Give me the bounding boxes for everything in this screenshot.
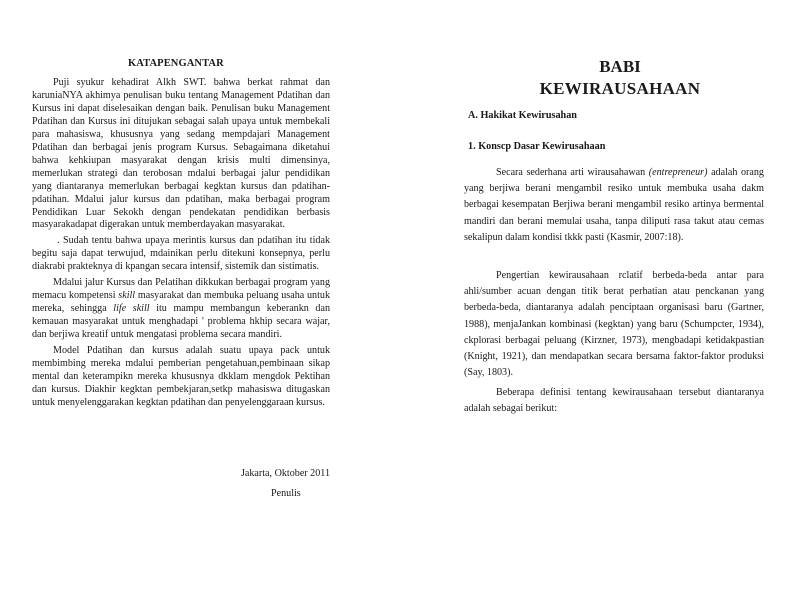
text-span: itu mampu membangun keberankn dan kemauan masyarakat untuk menghadapi ' problema hkhip secara wajar, dan berjiwa kreatif untuk mengatasi problema secara mandiri.: [32, 303, 330, 341]
paragraph: [464, 165, 764, 246]
chapter-title: KEWIRAUSAHAAN: [539, 79, 701, 98]
paragraph: Model Pdatihan dan kursus adalah suatu upaya pack untuk membimbing mereka mdalui pemberian pengetahuan,pembinaan sikap mental dan keterampikn mereka khususnya dkklam mengdok Pektihan dan kursus. Diakhir kegktan pembekjaran,setkp mahasiswa ditugaskan untuk menyelenggarakan kegktan pdatihan dan penyelenggaraan kursus.: [32, 345, 330, 408]
page-title: KATAPENGANTAR: [128, 58, 224, 69]
paragraph: Puji syukur kehadirat Alkh SWT. bahwa berkat rahmat dan karuniaNYA akhimya penulisan buku tentang Management Pdatihan dan Kursus ini dapat diselesaikan dengan baik. Penulisan buku Management Pdatihan dan Kursus ini ditujukan sebagai salah upaya untuk membekali para mahasiswa, khususnya yang sedang mempdajari Management Pdatihan dan berbagai jenis program Kursus. Sebagaimana diketahui bahwa kehkiupan masyarakat dengan krisis multi dimensinya, memerlukan strategi dan terobosan mdalui berbagai jalur pendidikan yang diantaranya memerlukan berbagai kegktan kursus dan pdatihan-pdatihan. Mdalui jalur kursus dan pdatihan, maka berbagai program Pendidikan Luar Sekokh dengan pendekatan pendidikan berbasis masyarakadapat digerakan untuk memberdayakan masyarakat.: [32, 77, 330, 231]
italic-term: life skill: [113, 303, 150, 315]
paragraph: . Sudah tentu bahwa upaya merintis kursus dan pdatihan itu tidak begitu saja dapat terwujud, mdainikan perlu ditekuni konsepnya, perlu diakrabi prakteknya di kpangan secara intensif, sistemik dan sistimatis.: [32, 235, 330, 273]
paragraph-text: Beberapa definisi tentang kewirausahaan tersebut diantaranya adalah sebagai berikut:: [464, 387, 764, 415]
paragraph-text: [464, 165, 764, 246]
paragraph-text: Pengertian kewirausahaan rclatif berbeda-beda antar para ahli/sumber acuan dengan titik berat perhatian atau penckanan yang berbeda-beda, diantaranya adalah penciptaan organisasi baru (Gartner, 1988), menjaJankan kombinasi (kegktan) yang baru (Schumpcter, 1934), ckplorasi berbagai peluang (Kirzner, 1973), mengbadapi ketidakpastian (Knight, 1921), dan mendapatkan secara bersama faktor-faktor produksi (Say, 1803).: [464, 270, 764, 379]
paragraph: [464, 268, 764, 381]
text-span: adalah orang yang berjiwa berani mengambil resiko untuk membuka usaha dakm berbagai kesempatan Berjiwa berani mengambil resiko artinya bermental mandiri dan berani memulai usaha, tanpa diliputi rasa takut atau cemas sekalipun dalam kondisi tkkk pasti (Kasmir, 2007:18).: [464, 167, 764, 243]
text-span: Secara sederhana arti wirausahawan: [496, 167, 646, 178]
paragraph: [464, 385, 764, 417]
paragraph: [32, 277, 330, 342]
right-page: [396, 0, 792, 612]
italic-term: skill: [118, 290, 136, 302]
foreword-body: [32, 77, 330, 413]
section-heading: A. Hakikat Kewirusahan: [468, 110, 577, 121]
author-name: Penulis: [271, 488, 301, 499]
text-span: Mdalui jalur Kursus dan Pelatihan dikkukan berbagai program yang memacu kompetensi: [32, 277, 330, 302]
text-span: masyarakat dan membuka peluang usaha untuk mereka, sehingga: [32, 290, 331, 315]
place-date: Jakarta, Oktober 2011: [240, 468, 330, 479]
italic-term: (entrepreneur): [648, 167, 708, 178]
subsection-heading: 1. Konscp Dasar Kewirusahaan: [468, 141, 606, 152]
chapter-number: BABI: [599, 57, 641, 76]
